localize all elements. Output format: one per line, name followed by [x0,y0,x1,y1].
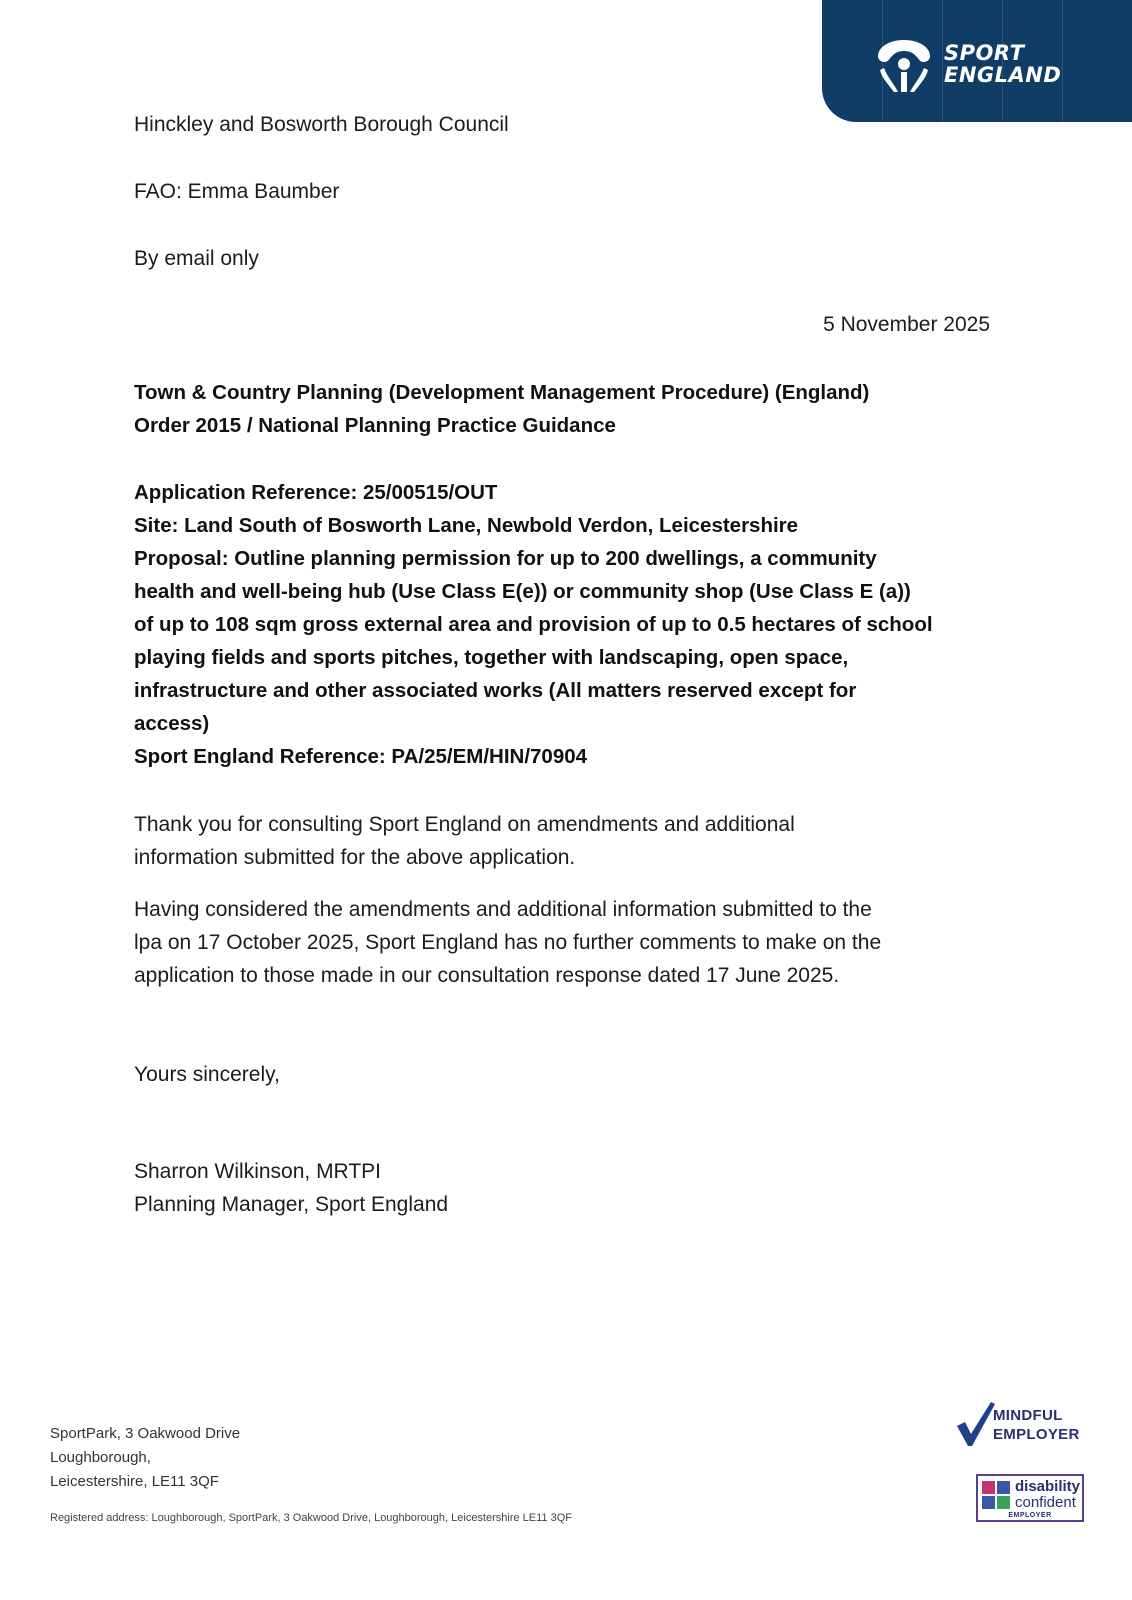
letter-date: 5 November 2025 [823,313,990,336]
body-paragraph-1 [134,808,1004,874]
letter-heading [134,376,994,442]
closing-salutation: Yours sincerely, [134,1063,280,1086]
mindful-employer-badge [955,1400,1085,1460]
fao-line: FAO: Emma Baumber [134,180,340,203]
proposal-line: Proposal: Outline planning permission for up to 200 dwellings, a community [134,547,877,570]
heading-line: Town & Country Planning (Development Management Procedure) (England) [134,381,870,404]
mindful-line-1: MINDFUL [993,1407,1063,1424]
proposal-line: health and well-being hub (Use Class E(e)) or community shop (Use Class E (a)) [134,580,911,603]
heading-line: Order 2015 / National Planning Practice Guidance [134,414,616,437]
address-line: Leicestershire, LE11 3QF [50,1473,219,1490]
signatory-title: Planning Manager, Sport England [134,1193,449,1216]
checkmark-icon [955,1400,995,1450]
disability-line-1: disability [1015,1478,1081,1495]
paragraph-line: lpa on 17 October 2025, Sport England has no further comments to make on the [134,931,882,954]
brand-wordmark [944,42,1061,86]
brand-line-2: ENGLAND [944,63,1062,87]
recipient: Hinckley and Bosworth Borough Council [134,113,509,136]
sport-england-logo [822,0,1132,122]
proposal-line: of up to 108 sqm gross external area and provision of up to 0.5 hectares of school [134,613,933,636]
disability-confident-badge [976,1474,1084,1522]
sport-england-emblem-icon [874,38,934,94]
paragraph-line: application to those made in our consultation response dated 17 June 2025. [134,964,840,987]
paragraph-line: Having considered the amendments and additional information submitted to the [134,898,872,921]
signatory-name: Sharron Wilkinson, MRTPI [134,1160,382,1183]
address-line: SportPark, 3 Oakwood Drive [50,1425,241,1442]
application-references [134,476,1004,773]
sport-england-reference: Sport England Reference: PA/25/EM/HIN/70904 [134,745,588,768]
address-line: Loughborough, [50,1449,151,1466]
application-reference: Application Reference: 25/00515/OUT [134,481,498,504]
paragraph-line: information submitted for the above application. [134,846,576,869]
disability-line-3: EMPLOYER [1008,1512,1052,1519]
registered-address: Registered address: Loughborough, SportPark, 3 Oakwood Drive, Loughborough, Leicestershire LE11 3QF [50,1512,572,1524]
site-reference: Site: Land South of Bosworth Lane, Newbold Verdon, Leicestershire [134,514,799,537]
delivery-method: By email only [134,247,259,270]
disability-line-2: confident [1015,1494,1076,1511]
brand-line-1: SPORT [944,41,1025,65]
disability-icons [982,1481,1012,1511]
proposal-line: access) [134,712,210,735]
proposal-line: playing fields and sports pitches, together with landscaping, open space, [134,646,849,669]
paragraph-line: Thank you for consulting Sport England on amendments and additional [134,813,795,836]
body-paragraph-2 [134,893,1004,992]
proposal-line: infrastructure and other associated works (All matters reserved except for [134,679,857,702]
mindful-line-2: EMPLOYER [993,1426,1080,1443]
footer-address [50,1422,240,1494]
